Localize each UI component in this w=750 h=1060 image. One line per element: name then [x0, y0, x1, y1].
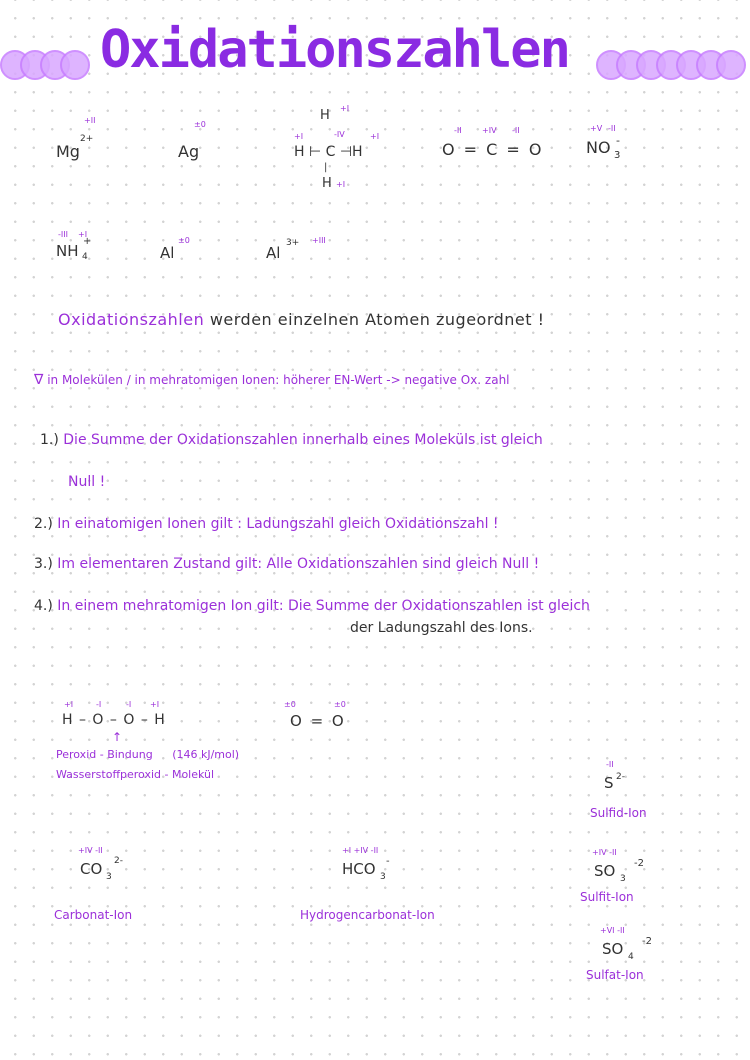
rule-1: 1.) Die Summe der Oxidationszahlen innerhalb eines Moleküls ist gleich [40, 432, 543, 448]
rule-3: 3.) Im elementaren Zustand gilt: Alle Oxidationszahlen sind gleich Null ! [34, 556, 540, 572]
oxygen-structure: ±0 ±0 O = O [284, 700, 346, 730]
example-ammonium: -III +I NH 4 + [56, 230, 92, 262]
sulfide-label: Sulfid-Ion [590, 806, 647, 820]
rule-1-continuation: Null ! [68, 474, 106, 490]
sulfite-ion: +IV -II SO 3 -2 [592, 848, 644, 884]
hydrogencarbonate-label: Hydrogencarbonat-Ion [300, 908, 435, 922]
hydrogencarbonate-ion: +I +IV -II HCO 3 - [342, 846, 390, 882]
exclamation-triangle-icon: ∇ [34, 372, 44, 388]
peroxide-structure: +I -I -I +I H – O – O – H ↑ [62, 700, 166, 744]
bond-line: | [324, 162, 328, 173]
carbonate-ion: +IV -II CO 3 2- [78, 846, 123, 882]
sulfate-label: Sulfat-Ion [586, 968, 644, 982]
rule-4-continuation: der Ladungszahl des Ions. [350, 620, 533, 636]
sulfide-ion: -II S 2- [604, 760, 625, 792]
example-aluminium: ±0 Al [160, 236, 190, 262]
bubble-decoration [716, 50, 746, 80]
peroxide-label: Peroxid - Bindung (146 kJ/mol) [56, 748, 240, 761]
sulfite-label: Sulfit-Ion [580, 890, 634, 904]
page-title: Oxidationszahlen [100, 20, 569, 80]
notebook-page: Oxidationszahlen +II Mg 2+ ±0 Ag H +I +I -IV +I H ⊢ C ⊣H | H +I -II +IV -II O = C = O +V -II NO 3 - -III +I NH 4 + ±0 Al +III Al 3+ Oxidationszahlen werden einzelnen Atomen zugeordnet ! ∇ in Molekülen / in mehratomigen Ionen: höherer EN-Wert -> negative Ox. zahl 1.) Die Summe der Oxidationszahlen innerhalb eines Moleküls ist gleich Null ! 2.) In einatomigen Ionen gilt : Ladungszahl gleich Oxidationszahl ! 3.) Im elementaren Zustand gilt: Alle Oxidationszahlen sind gleich Null ! 4.) In einem mehratomigen Ion gilt: Die Summe der Oxidationszahlen ist gleich der Ladungszahl des Ions. +I -I -I +I H – O – O – H ↑ Peroxid - Bindung (146 kJ/mol) Wasserstoffperoxid - Molekül ±0 ±0 O = O -II S 2- Sulfid-Ion +IV -II CO 3 2- Carbonat-Ion +I +IV -II HCO 3 - Hydrogencarbonat-Ion +IV -II SO 3 -2 Sulfit-Ion +VI -II SO 4 -2 Sulfat-Ion [0, 0, 750, 1060]
rule-intro: Oxidationszahlen werden einzelnen Atomen zugeordnet ! [58, 310, 545, 329]
arrow-up-icon: ↑ [112, 730, 123, 744]
example-co2: -II +IV -II O = C = O [442, 126, 544, 159]
bubble-decoration [60, 50, 90, 80]
title-banner [0, 16, 750, 94]
example-aluminium-ion: +III Al 3+ [266, 236, 326, 262]
peroxide-molecule-label: Wasserstoffperoxid - Molekül [56, 768, 215, 781]
sulfate-ion: +VI -II SO 4 -2 [600, 926, 652, 962]
example-methane: H +I +I -IV +I H ⊢ C ⊣H | H +I [294, 104, 380, 191]
rule-4: 4.) In einem mehratomigen Ion gilt: Die Summe der Oxidationszahlen ist gleich [34, 598, 590, 614]
example-nitrate: +V -II NO 3 - [586, 124, 621, 161]
carbonate-label: Carbonat-Ion [54, 908, 133, 922]
note-line: ∇ in Molekülen / in mehratomigen Ionen: höherer EN-Wert -> negative Ox. zahl [34, 372, 510, 388]
rule-2: 2.) In einatomigen Ionen gilt : Ladungszahl gleich Oxidationszahl ! [34, 516, 499, 532]
